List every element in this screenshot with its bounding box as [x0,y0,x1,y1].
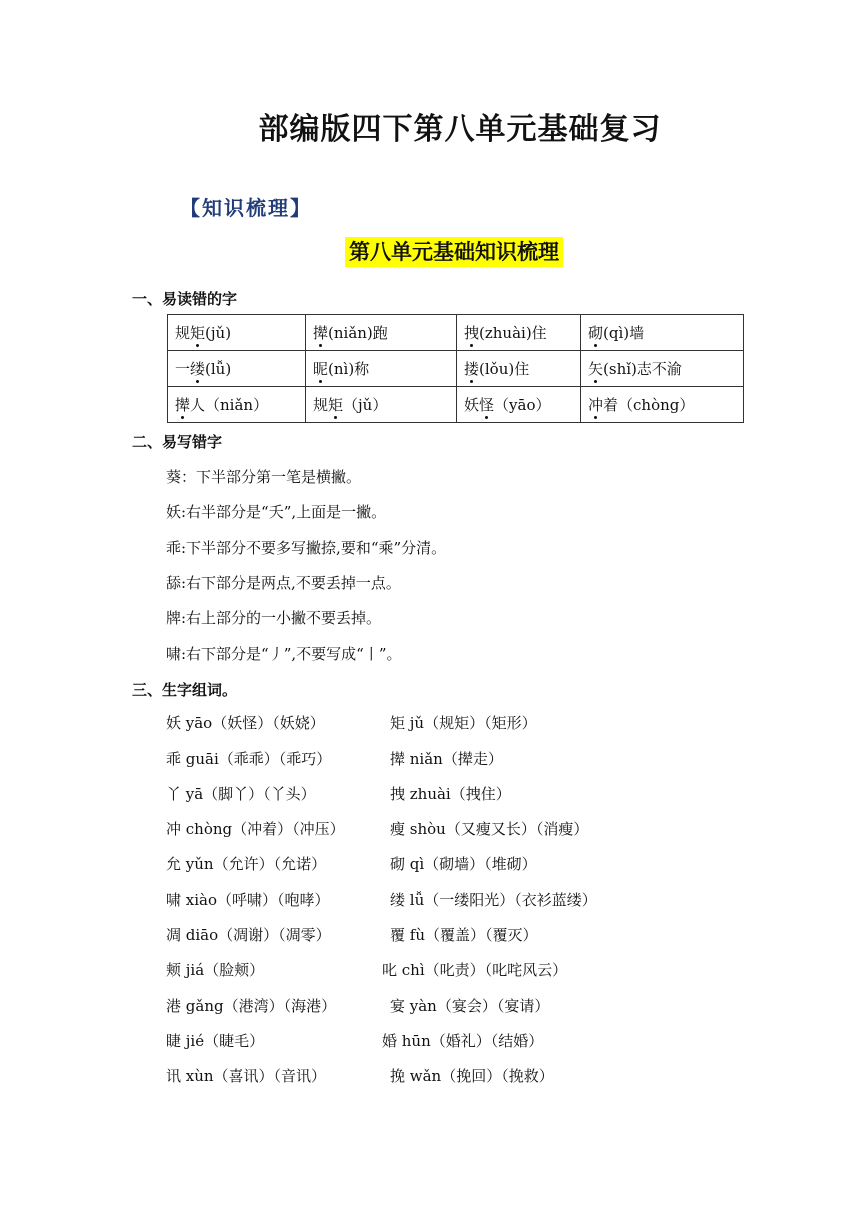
word-entry: 砌 qì（砌墙）（堆砌） [390,855,537,873]
word-entry: 拽 zhuài（拽住） [390,785,511,803]
emphasis-char: 冲 [588,396,604,414]
table-row [168,351,744,387]
table-cell: 撵(niǎn)跑 [306,315,457,351]
emphasis-char: 怪 [479,396,495,414]
emphasis-char: 矩 [328,396,344,414]
word-entry: 瘦 shòu（又瘦又长）（消瘦） [390,820,589,838]
emphasis-char: 撵 [313,324,329,342]
table-cell: 规矩(jǔ) [168,315,306,351]
emphasis-char: 昵 [313,360,329,378]
section-heading-misread: 一、易读错的字 [132,290,238,308]
table-cell: 规矩（jǔ） [306,387,457,423]
word-entry: 叱 chì（叱责）（叱咤风云） [382,961,568,979]
page-title: 部编版四下第八单元基础复习 [258,112,662,147]
word-entry: 凋 diāo（凋谢）（凋零） [166,926,331,944]
word-entry: 丫 yā（脚丫）（丫头） [166,785,316,803]
word-entry: 乖 guāi（乖乖）（乖巧） [166,750,332,768]
word-entry: 港 gǎng（港湾）（海港） [166,997,337,1015]
table-cell: 矢(shǐ)志不渝 [581,351,744,387]
table-cell: 妖怪（yāo） [457,387,581,423]
word-entry: 冲 chòng（冲着）（冲压） [166,820,345,838]
table-cell: 撵人（niǎn） [168,387,306,423]
word-entry: 矩 jǔ（规矩）（矩形） [390,714,537,732]
word-entry: 婚 hūn（婚礼）（结婚） [382,1032,544,1050]
table-cell: 砌(qì)墙 [581,315,744,351]
word-entry: 允 yǔn（允许）（允诺） [166,855,327,873]
section-heading-miswritten: 二、易写错字 [132,433,223,451]
table-cell: 拽(zhuài)住 [457,315,581,351]
emphasis-char: 拽 [464,324,480,342]
word-entry: 睫 jié（睫毛） [166,1032,265,1050]
list-item: 乖:下半部分不要多写撇捺,要和“乘”分清。 [166,539,447,557]
emphasis-char: 撵 [175,396,191,414]
word-entry: 缕 lǚ（一缕阳光）（衣衫蓝缕） [390,891,597,909]
list-item: 啸:右下部分是“丿”,不要写成“丨”。 [166,645,402,663]
misread-chars-table [167,314,744,423]
list-item: 舔:右下部分是两点,不要丢掉一点。 [166,574,401,592]
word-entry: 覆 fù（覆盖）（覆灭） [390,926,538,944]
word-entry: 撵 niǎn（撵走） [390,750,503,768]
word-entry: 宴 yàn（宴会）（宴请） [390,997,550,1015]
word-entry: 挽 wǎn（挽回）（挽救） [390,1067,554,1085]
word-entry: 讯 xùn（喜讯）（音讯） [166,1067,327,1085]
table-cell: 冲着（chòng） [581,387,744,423]
word-entry: 啸 xiào（呼啸）（咆哮） [166,891,330,909]
knowledge-heading: 【知识梳理】 [180,196,312,220]
emphasis-char: 缕 [190,360,206,378]
emphasis-char: 矢 [588,360,604,378]
emphasis-char: 砌 [588,324,604,342]
list-item: 妖:右半部分是“夭”,上面是一撇。 [166,503,387,521]
highlight-title-wrap [0,236,860,266]
table-row [168,315,744,351]
highlight-title: 第八单元基础知识梳理 [345,237,563,267]
list-item: 牌:右上部分的一小撇不要丢掉。 [166,609,382,627]
emphasis-char: 搂 [464,360,480,378]
word-entry: 颊 jiá（脸颊） [166,961,265,979]
word-entry: 妖 yāo（妖怪）（妖娆） [166,714,325,732]
table-cell: 昵(nì)称 [306,351,457,387]
section-heading-word-building: 三、生字组词。 [132,681,238,699]
table-cell: 搂(lǒu)住 [457,351,581,387]
table-row [168,387,744,423]
table-cell: 一缕(lǚ) [168,351,306,387]
list-item: 葵：下半部分第一笔是横撇。 [166,468,362,486]
emphasis-char: 矩 [190,324,206,342]
